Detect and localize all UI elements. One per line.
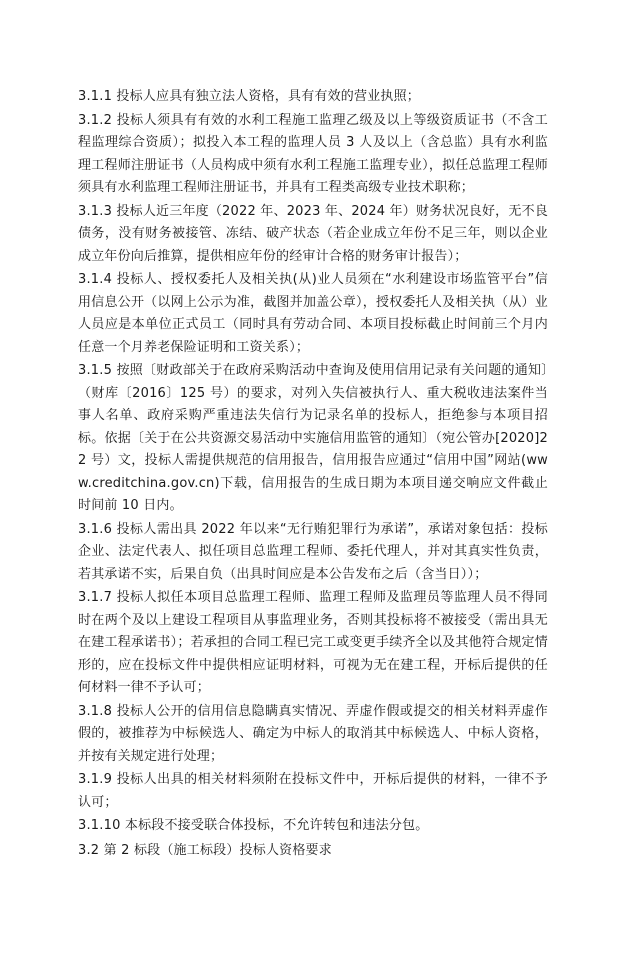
section-heading-3-2: 3.2 第 2 标段（施工标段）投标人资格要求 — [78, 842, 332, 858]
clause-3-1-7: 3.1.7 投标人拟任本项目总监理工程师、监理工程师及监理员等监理人员不得同时在两个及以上建设工程项目从事监理业务，否则其投标将不被接受（需出具无在建工程承诺书）；若承担的合同工程已完工或变更手续齐全以及其他符合规定情形的，应在投标文件中提供相应证明材料，可视为无在建工程，开标后提供的任何材料一律不予认可； — [78, 590, 548, 695]
clause-3-1-10: 3.1.10 本标段不接受联合体投标，不允许转包和违法分包。 — [78, 818, 429, 833]
clause-3-1-8: 3.1.8 投标人公开的信用信息隐瞒真实情况、弄虚作假或提交的相关材料弄虚作假的，被推荐为中标候选人、确定为中标人的取消其中标候选人、中标人资格，并按有关规定进行处理； — [78, 703, 548, 764]
clause-3-1-2: 3.1.2 投标人须具有有效的水利工程施工监理乙级及以上等级资质证书（不含工程监理综合资质）；拟投入本工程的监理人员 3 人及以上（含总监）具有水利监理工程师注册证书（人员构成中须有水利工程施工监理专业），拟任总监理工程师须具有水利监理工程师注册证书，并具有工程类高级专业技术职称； — [78, 112, 548, 195]
clause-3-1-6: 3.1.6 投标人需出具 2022 年以来“无行贿犯罪行为承诺”，承诺对象包括：投标企业、法定代表人、拟任项目总监理工程师、委托代理人，并对其真实性负责，若其承诺不实，后果自负（出具时间应是本公告发布之后（含当日））； — [78, 521, 548, 582]
clause-3-1-5: 3.1.5 按照〔财政部关于在政府采购活动中查询及使用信用记录有关问题的通知〕（财库〔2016〕125 号）的要求，对列入失信被执行人、重大税收违法案件当事人名单、政府采购严重违法失信行为记录名单的投标人，拒绝参与本项目招标。依据〔关于在公共资源交易活动中实施信用监管的通知〕（宛公管办[2020]22 号）文，投标人需提供规范的信用报告，信用报告应通过“信用中国”网站(www.creditchina.gov.cn)下载，信用报告的生成日期为本项目递交响应文件截止时间前 10 日内。 — [78, 363, 548, 513]
clause-3-1-4: 3.1.4 投标人、授权委托人及相关执(从)业人员须在“水利建设市场监管平台”信用信息公开（以网上公示为准，截图并加盖公章），授权委托人及相关执（从）业人员应是本单位正式员工（同时具有劳动合同、本项目投标截止时间前三个月内任意一个月养老保险证明和工资关系）； — [78, 272, 548, 355]
document-body — [78, 86, 548, 863]
clause-3-1-3: 3.1.3 投标人近三年度（2022 年、2023 年、2024 年）财务状况良好，无不良债务，没有财务被接管、冻结、破产状态（若企业成立年份不足三年，则以企业成立年份向后推算，提供相应年份的经审计合格的财务审计报告）； — [78, 203, 548, 264]
clause-3-1-9: 3.1.9 投标人出具的相关材料须附在投标文件中，开标后提供的材料，一律不予认可； — [78, 772, 548, 810]
clause-3-1-1: 3.1.1 投标人应具有独立法人资格，具有有效的营业执照； — [78, 89, 421, 104]
